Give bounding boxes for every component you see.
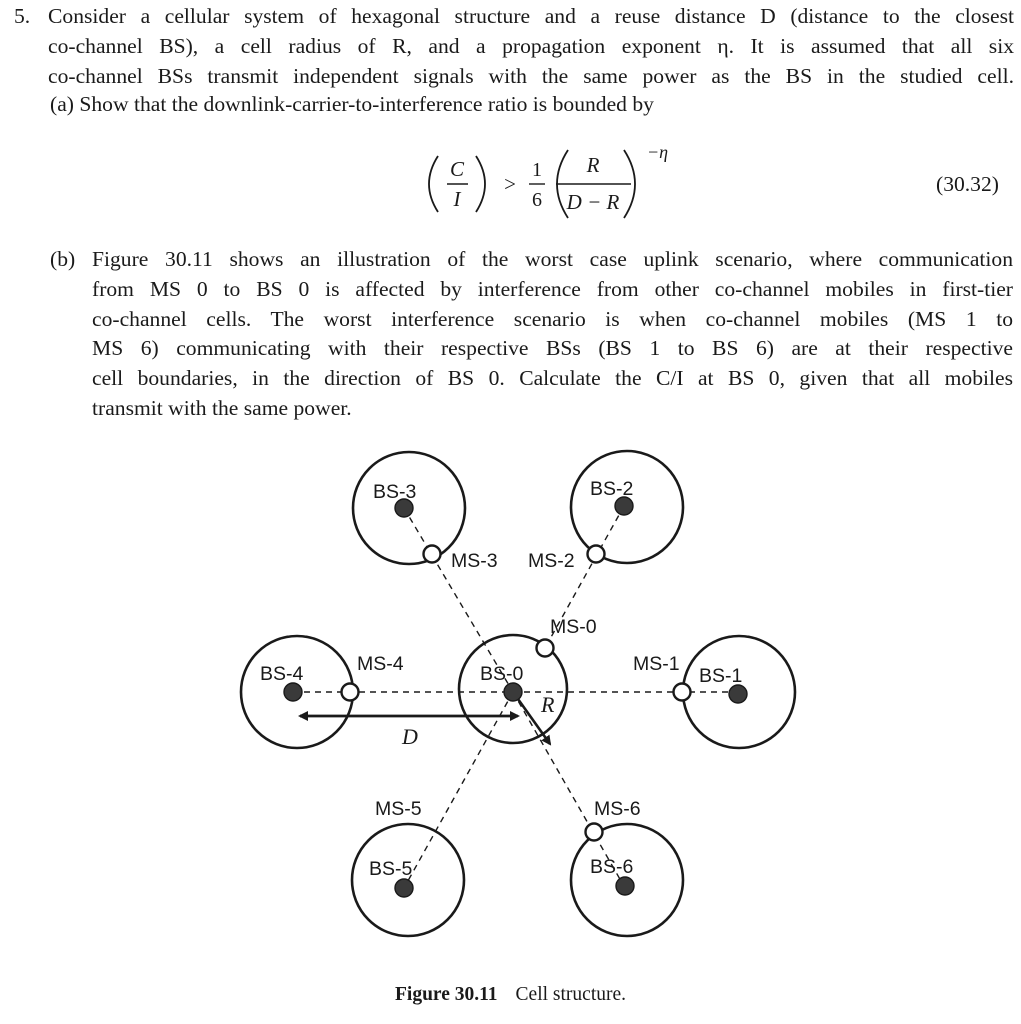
label-bs2: BS-2 xyxy=(590,478,634,500)
ms4-circle xyxy=(342,684,359,701)
part-b-line: transmit with the same power. xyxy=(92,395,352,420)
part-b-line: cell boundaries, in the direction of BS 0. Calculate the C/I at BS 0, given that all mobiles xyxy=(92,366,1013,391)
eq-exponent: −η xyxy=(647,142,669,162)
label-bs6: BS-6 xyxy=(590,856,634,878)
eq-I: I xyxy=(453,187,461,211)
figure-caption xyxy=(0,984,1021,1006)
ms0-circle xyxy=(537,640,554,657)
label-ms5: MS-5 xyxy=(375,798,422,820)
label-R: R xyxy=(541,692,555,717)
bs6-dot xyxy=(616,877,634,895)
eq-six: 6 xyxy=(532,189,542,211)
part-b-line: MS 6) communicating with their respective BSs (BS 1 to BS 6) are at their respective xyxy=(92,336,1013,361)
ms6-circle xyxy=(586,824,603,841)
label-ms6: MS-6 xyxy=(594,798,641,820)
part-b-label: (b) xyxy=(50,247,76,271)
problem-number: 5. xyxy=(14,4,31,28)
equation-number: (30.32) xyxy=(936,172,999,196)
eq-C: C xyxy=(449,157,465,181)
label-bs0: BS-0 xyxy=(480,663,524,685)
bs4-dot xyxy=(284,683,302,701)
problem-line: co-channel BS), a cell radius of R, and a propagation exponent η. It is assumed that all six xyxy=(48,33,1014,58)
label-bs4: BS-4 xyxy=(260,663,304,685)
label-bs5: BS-5 xyxy=(369,858,413,880)
eq-D-minus-R: D − R xyxy=(566,190,620,214)
ms1-circle xyxy=(674,684,691,701)
label-D: D xyxy=(402,724,418,749)
bs1-dot xyxy=(729,685,747,703)
ms2-circle xyxy=(588,546,605,563)
ms3-circle xyxy=(424,546,441,563)
problem-line: co-channel BSs transmit independent signals with the same power as the BS in the studied cell. xyxy=(48,63,1014,88)
eq-one: 1 xyxy=(532,159,542,181)
label-ms0: MS-0 xyxy=(550,616,597,638)
part-a-text: (a) Show that the downlink-carrier-to-interference ratio is bounded by xyxy=(50,92,654,116)
label-ms3: MS-3 xyxy=(451,550,498,572)
eq-R: R xyxy=(586,153,600,177)
part-b-line: from MS 0 to BS 0 is affected by interference from other co-channel mobiles in first-tier xyxy=(92,276,1013,301)
problem-line: Consider a cellular system of hexagonal structure and a reuse distance D (distance to the closest xyxy=(48,4,1014,28)
bs0-dot xyxy=(504,683,522,701)
label-bs1: BS-1 xyxy=(699,665,743,687)
part-b-line: co-channel cells. The worst interference scenario is when co-channel mobiles (MS 1 to xyxy=(92,306,1013,331)
bs5-dot xyxy=(395,879,413,897)
label-bs3: BS-3 xyxy=(373,481,417,503)
label-ms1: MS-1 xyxy=(633,653,680,675)
part-b-line: Figure 30.11 shows an illustration of the worst case uplink scenario, where communication xyxy=(92,247,1013,271)
label-ms4: MS-4 xyxy=(357,653,404,675)
caption-text: Cell structure. xyxy=(515,984,627,1005)
caption-label: Figure 30.11 xyxy=(394,984,498,1005)
eq-gt: > xyxy=(504,172,516,196)
label-ms2: MS-2 xyxy=(528,550,575,572)
